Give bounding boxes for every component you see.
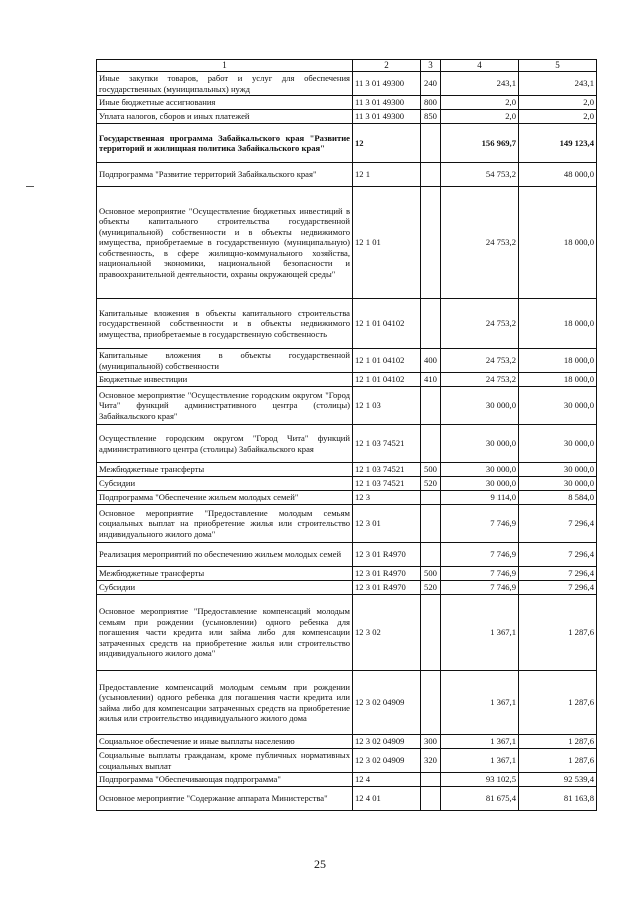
row-value-cell-4: 7 746,9 bbox=[441, 543, 519, 567]
row-value-cell-4: 81 675,4 bbox=[441, 787, 519, 811]
row-code-cell: 12 4 bbox=[353, 773, 421, 787]
row-value-cell-4: 30 000,0 bbox=[441, 425, 519, 463]
row-value-cell-5: 18 000,0 bbox=[519, 349, 597, 373]
row-value-cell-5: 30 000,0 bbox=[519, 425, 597, 463]
row-type-cell bbox=[421, 299, 441, 349]
row-value-cell-4: 54 753,2 bbox=[441, 163, 519, 187]
row-value-cell-5: 30 000,0 bbox=[519, 477, 597, 491]
table-row bbox=[97, 787, 597, 811]
row-value-cell-5: 7 296,4 bbox=[519, 543, 597, 567]
header-cell: 2 bbox=[353, 60, 421, 72]
row-value-cell-5: 7 296,4 bbox=[519, 581, 597, 595]
row-name-cell: Капитальные вложения в объекты государственной (муниципальной) собственности bbox=[97, 349, 353, 373]
row-name-cell: Иные бюджетные ассигнования bbox=[97, 96, 353, 110]
row-value-cell-5: 18 000,0 bbox=[519, 299, 597, 349]
table-row bbox=[97, 505, 597, 543]
row-code-cell: 12 1 bbox=[353, 163, 421, 187]
row-value-cell-4: 24 753,2 bbox=[441, 299, 519, 349]
row-code-cell: 12 1 03 74521 bbox=[353, 463, 421, 477]
row-value-cell-5: 1 287,6 bbox=[519, 595, 597, 671]
row-code-cell: 12 1 01 04102 bbox=[353, 373, 421, 387]
row-type-cell bbox=[421, 124, 441, 163]
row-value-cell-5: 149 123,4 bbox=[519, 124, 597, 163]
row-type-cell bbox=[421, 543, 441, 567]
table-row bbox=[97, 595, 597, 671]
row-code-cell: 12 1 03 bbox=[353, 387, 421, 425]
row-name-cell: Основное мероприятие "Осуществление бюджетных инвестиций в объекты капитального строительства государственной (муниципальной) собственности и в объекты недвижимого имущества, приобретаемые в государственную (муниципальную) собственность, в сфере жилищно-коммунального хозяйства, национальной экономики, национальной безопасности и правоохранительной деятельности, охраны окружающей среды" bbox=[97, 187, 353, 299]
margin-mark bbox=[26, 186, 34, 187]
table-row bbox=[97, 387, 597, 425]
row-code-cell: 12 4 01 bbox=[353, 787, 421, 811]
row-value-cell-5: 7 296,4 bbox=[519, 567, 597, 581]
row-name-cell: Социальное обеспечение и иные выплаты населению bbox=[97, 735, 353, 749]
row-type-cell: 410 bbox=[421, 373, 441, 387]
header-row bbox=[97, 60, 597, 72]
row-name-cell: Социальные выплаты гражданам, кроме публичных нормативных социальных выплат bbox=[97, 749, 353, 773]
table-row bbox=[97, 671, 597, 735]
row-name-cell: Основное мероприятие "Содержание аппарата Министерства" bbox=[97, 787, 353, 811]
row-value-cell-4: 30 000,0 bbox=[441, 477, 519, 491]
row-value-cell-5: 48 000,0 bbox=[519, 163, 597, 187]
row-code-cell: 12 3 01 R4970 bbox=[353, 581, 421, 595]
row-type-cell: 500 bbox=[421, 567, 441, 581]
row-value-cell-4: 30 000,0 bbox=[441, 463, 519, 477]
row-code-cell: 12 1 03 74521 bbox=[353, 477, 421, 491]
row-value-cell-4: 2,0 bbox=[441, 110, 519, 124]
header-cell: 1 bbox=[97, 60, 353, 72]
table-row bbox=[97, 187, 597, 299]
row-value-cell-4: 1 367,1 bbox=[441, 749, 519, 773]
row-name-cell: Иные закупки товаров, работ и услуг для обеспечения государственных (муниципальных) нужд bbox=[97, 72, 353, 96]
header-cell: 4 bbox=[441, 60, 519, 72]
table-row bbox=[97, 735, 597, 749]
row-value-cell-4: 2,0 bbox=[441, 96, 519, 110]
row-value-cell-4: 1 367,1 bbox=[441, 671, 519, 735]
row-value-cell-5: 30 000,0 bbox=[519, 387, 597, 425]
row-name-cell: Основное мероприятие "Осуществление городским округом "Город Чита" функций административного центра (столицы) Забайкальского края" bbox=[97, 387, 353, 425]
row-type-cell: 300 bbox=[421, 735, 441, 749]
row-value-cell-4: 9 114,0 bbox=[441, 491, 519, 505]
row-type-cell bbox=[421, 595, 441, 671]
row-code-cell: 12 3 01 R4970 bbox=[353, 543, 421, 567]
row-type-cell bbox=[421, 387, 441, 425]
row-value-cell-4: 24 753,2 bbox=[441, 373, 519, 387]
table-row bbox=[97, 491, 597, 505]
row-type-cell: 520 bbox=[421, 581, 441, 595]
table-row bbox=[97, 749, 597, 773]
row-value-cell-5: 18 000,0 bbox=[519, 373, 597, 387]
table-row bbox=[97, 477, 597, 491]
row-type-cell bbox=[421, 163, 441, 187]
row-value-cell-4: 30 000,0 bbox=[441, 387, 519, 425]
row-value-cell-5: 18 000,0 bbox=[519, 187, 597, 299]
row-name-cell: Осуществление городским округом "Город Чита" функций административного центра (столицы) Забайкальского края bbox=[97, 425, 353, 463]
row-value-cell-5: 1 287,6 bbox=[519, 671, 597, 735]
row-code-cell: 12 3 01 R4970 bbox=[353, 567, 421, 581]
row-value-cell-4: 7 746,9 bbox=[441, 581, 519, 595]
header-cell: 3 bbox=[421, 60, 441, 72]
row-type-cell bbox=[421, 425, 441, 463]
table-row bbox=[97, 72, 597, 96]
row-type-cell: 320 bbox=[421, 749, 441, 773]
row-code-cell: 12 1 03 74521 bbox=[353, 425, 421, 463]
row-name-cell: Подпрограмма "Обеспечивающая подпрограмма" bbox=[97, 773, 353, 787]
row-name-cell: Основное мероприятие "Предоставление молодым семьям социальных выплат на приобретение жилья или строительство индивидуального жилого дома" bbox=[97, 505, 353, 543]
row-value-cell-5: 243,1 bbox=[519, 72, 597, 96]
row-value-cell-5: 7 296,4 bbox=[519, 505, 597, 543]
row-type-cell: 850 bbox=[421, 110, 441, 124]
row-value-cell-5: 2,0 bbox=[519, 110, 597, 124]
row-name-cell: Межбюджетные трансферты bbox=[97, 567, 353, 581]
row-name-cell: Бюджетные инвестиции bbox=[97, 373, 353, 387]
row-name-cell: Капитальные вложения в объекты капитального строительства государственной собственности и в объекты недвижимого имущества, приобретаемые в государственную собственность bbox=[97, 299, 353, 349]
row-type-cell: 520 bbox=[421, 477, 441, 491]
row-value-cell-4: 24 753,2 bbox=[441, 187, 519, 299]
row-name-cell: Государственная программа Забайкальского края "Развитие территорий и жилищная политика Забайкальского края" bbox=[97, 124, 353, 163]
row-value-cell-5: 1 287,6 bbox=[519, 735, 597, 749]
table-row bbox=[97, 299, 597, 349]
row-type-cell: 800 bbox=[421, 96, 441, 110]
row-name-cell: Подпрограмма "Развитие территорий Забайкальского края" bbox=[97, 163, 353, 187]
row-code-cell: 12 3 02 04909 bbox=[353, 749, 421, 773]
row-code-cell: 12 1 01 04102 bbox=[353, 299, 421, 349]
row-code-cell: 12 1 01 04102 bbox=[353, 349, 421, 373]
row-code-cell: 12 bbox=[353, 124, 421, 163]
row-value-cell-4: 7 746,9 bbox=[441, 567, 519, 581]
table-row bbox=[97, 425, 597, 463]
table-row bbox=[97, 110, 597, 124]
table-row bbox=[97, 567, 597, 581]
row-type-cell bbox=[421, 671, 441, 735]
budget-table bbox=[96, 59, 597, 811]
row-code-cell: 12 1 01 bbox=[353, 187, 421, 299]
row-value-cell-4: 1 367,1 bbox=[441, 735, 519, 749]
row-value-cell-4: 24 753,2 bbox=[441, 349, 519, 373]
table-row bbox=[97, 163, 597, 187]
page-number: 25 bbox=[314, 857, 326, 871]
row-code-cell: 12 3 bbox=[353, 491, 421, 505]
row-name-cell: Основное мероприятие "Предоставление компенсаций молодым семьям при рождении (усыновлении) одного ребенка для погашения части кредита или займа либо для компенсации затраченных средств на приобретение жилья или строительство индивидуального жилого дома" bbox=[97, 595, 353, 671]
row-type-cell bbox=[421, 187, 441, 299]
row-value-cell-5: 92 539,4 bbox=[519, 773, 597, 787]
row-type-cell bbox=[421, 787, 441, 811]
row-name-cell: Уплата налогов, сборов и иных платежей bbox=[97, 110, 353, 124]
table-row bbox=[97, 773, 597, 787]
row-type-cell bbox=[421, 505, 441, 543]
row-code-cell: 12 3 02 bbox=[353, 595, 421, 671]
table-row bbox=[97, 543, 597, 567]
header-cell: 5 bbox=[519, 60, 597, 72]
row-code-cell: 12 3 02 04909 bbox=[353, 671, 421, 735]
row-name-cell: Реализация мероприятий по обеспечению жильем молодых семей bbox=[97, 543, 353, 567]
row-name-cell: Межбюджетные трансферты bbox=[97, 463, 353, 477]
row-value-cell-5: 2,0 bbox=[519, 96, 597, 110]
row-value-cell-4: 93 102,5 bbox=[441, 773, 519, 787]
row-value-cell-5: 8 584,0 bbox=[519, 491, 597, 505]
row-type-cell: 400 bbox=[421, 349, 441, 373]
row-code-cell: 11 3 01 49300 bbox=[353, 110, 421, 124]
row-type-cell bbox=[421, 491, 441, 505]
row-code-cell: 11 3 01 49300 bbox=[353, 72, 421, 96]
table-row bbox=[97, 581, 597, 595]
row-code-cell: 11 3 01 49300 bbox=[353, 96, 421, 110]
row-value-cell-4: 156 969,7 bbox=[441, 124, 519, 163]
row-name-cell: Субсидии bbox=[97, 477, 353, 491]
row-type-cell: 240 bbox=[421, 72, 441, 96]
table-row bbox=[97, 373, 597, 387]
row-value-cell-4: 243,1 bbox=[441, 72, 519, 96]
table-row bbox=[97, 463, 597, 477]
row-value-cell-5: 30 000,0 bbox=[519, 463, 597, 477]
table-row bbox=[97, 96, 597, 110]
row-name-cell: Подпрограмма "Обеспечение жильем молодых семей" bbox=[97, 491, 353, 505]
row-value-cell-5: 81 163,8 bbox=[519, 787, 597, 811]
row-name-cell: Предоставление компенсаций молодым семьям при рождении (усыновлении) одного ребенка для погашения части кредита или займа либо для компенсации затраченных средств на приобретение жилья или строительство индивидуального жилого дома bbox=[97, 671, 353, 735]
table-row bbox=[97, 349, 597, 373]
row-type-cell: 500 bbox=[421, 463, 441, 477]
row-value-cell-4: 1 367,1 bbox=[441, 595, 519, 671]
row-value-cell-5: 1 287,6 bbox=[519, 749, 597, 773]
row-type-cell bbox=[421, 773, 441, 787]
row-name-cell: Субсидии bbox=[97, 581, 353, 595]
table-row bbox=[97, 124, 597, 163]
row-code-cell: 12 3 02 04909 bbox=[353, 735, 421, 749]
row-value-cell-4: 7 746,9 bbox=[441, 505, 519, 543]
row-code-cell: 12 3 01 bbox=[353, 505, 421, 543]
